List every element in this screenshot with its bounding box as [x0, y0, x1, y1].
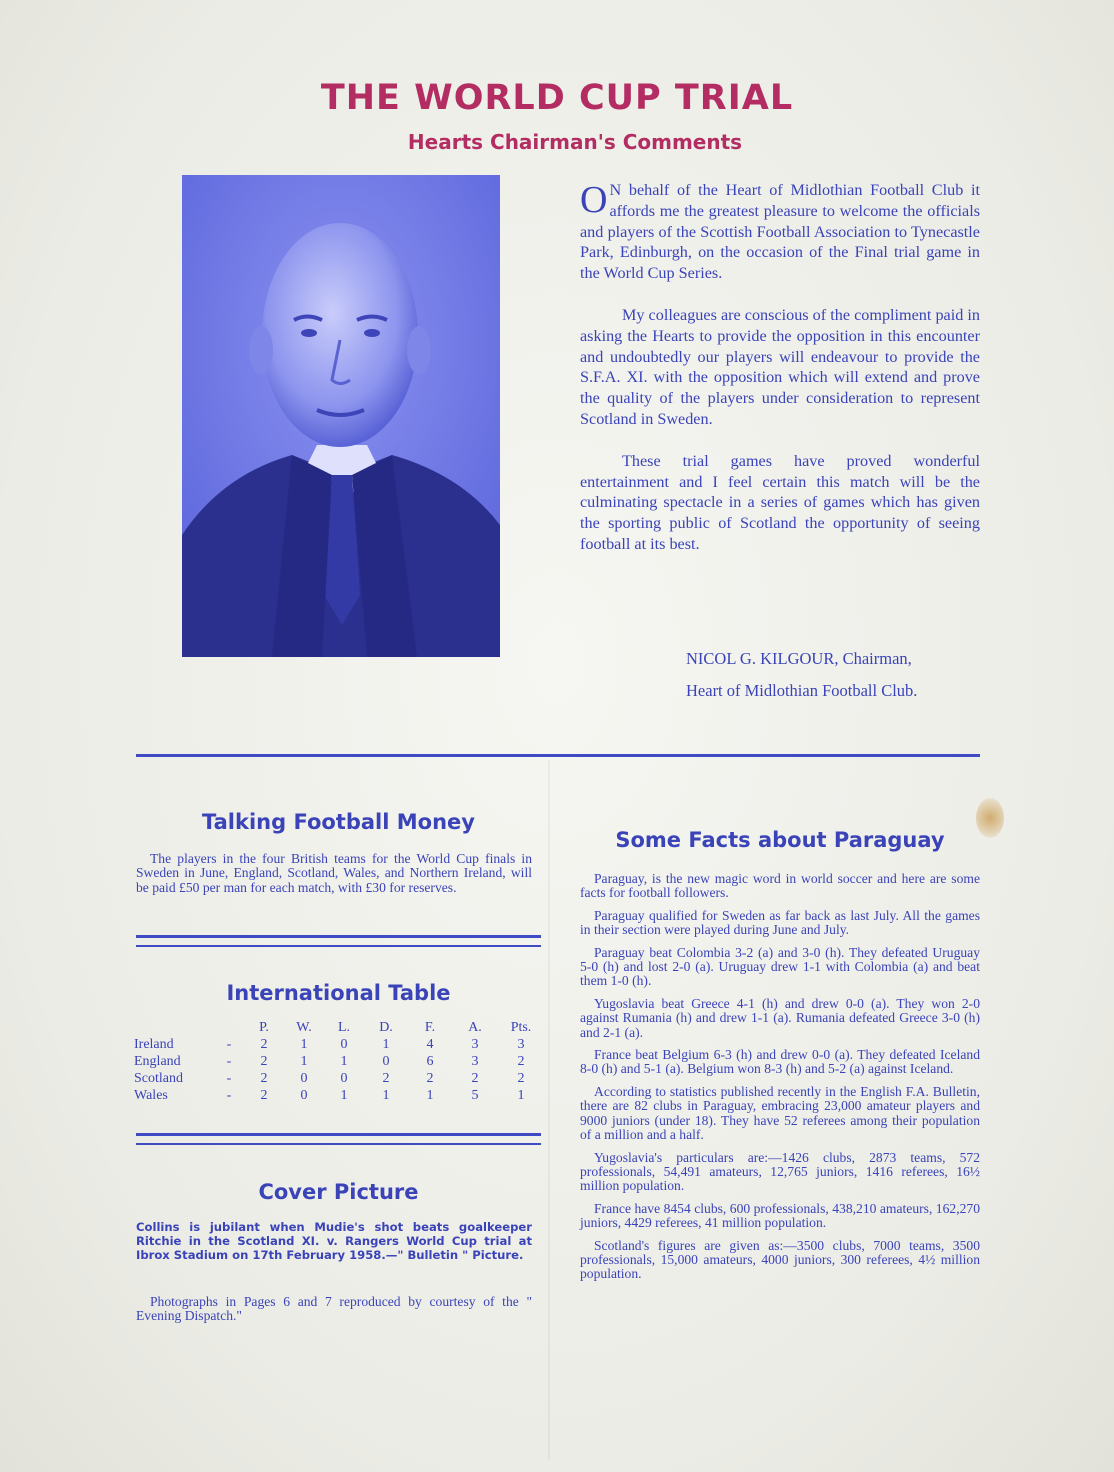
drop-cap: O [580, 179, 608, 221]
money-heading: Talking Football Money [202, 810, 475, 834]
double-rule-1 [136, 935, 541, 947]
dash: - [226, 1053, 232, 1069]
money-text: The players in the four British teams for the World Cup finals in Sweden in June, England, Scotland, Wales, and Northern Ireland, will be paid £50 per man for each match, with £30 for reserves. [136, 851, 532, 895]
paraguay-paragraph: Paraguay beat Colombia 3-2 (a) and 3-0 (h). They defeated Uruguay 5-0 (h) and lost 2-0 (a). Uruguay drew 1-1 with Colombia (a) and beat them 1-0 (h). [580, 944, 980, 989]
paraguay-paragraph: France have 8454 clubs, 600 professionals, 438,210 amateurs, 162,270 juniors, 4429 referees, 41 million population. [580, 1200, 980, 1231]
goals-against: 3 [471, 1036, 479, 1052]
portrait-illustration [182, 175, 500, 657]
col-header: D. [379, 1019, 393, 1035]
dash: - [226, 1036, 232, 1052]
team-name: Ireland [134, 1036, 174, 1052]
drawn: 1 [382, 1036, 390, 1052]
col-header: Pts. [510, 1019, 532, 1035]
paper-stain [976, 798, 1004, 838]
col-header: P. [259, 1019, 269, 1035]
col-header: W. [296, 1019, 312, 1035]
paraguay-paragraph: Yugoslavia beat Greece 4-1 (h) and drew 0-0 (a). They won 2-0 against Rumania (h) and drew 1-1 (a). Rumania defeated Greece 3-0 (h) and 2-1 (a). [580, 995, 980, 1040]
page-subtitle: Hearts Chairman's Comments [407, 130, 743, 154]
signature-name: NICOL G. KILGOUR, Chairman, [686, 649, 912, 668]
paraguay-paragraph: Scotland's figures are given as:—3500 clubs, 7000 teams, 3500 professionals, 15,000 amateurs, 4000 juniors, 300 referees, 4½ million population. [580, 1237, 980, 1282]
letter-paragraph-3: These trial games have proved wonderful entertainment and I feel certain this match will be the culminating spectacle in a series of games which has given the sporting public of Scotland the opportunity of seeing football at its best. [580, 451, 980, 553]
goals-for: 6 [426, 1053, 434, 1069]
dash: - [226, 1087, 232, 1103]
drawn: 0 [382, 1053, 390, 1069]
credit-text: Photographs in Pages 6 and 7 reproduced by courtesy of the " Evening Dispatch." [136, 1294, 532, 1324]
table-row [134, 1053, 544, 1070]
goals-against: 5 [471, 1087, 479, 1103]
table-heading: International Table [226, 981, 451, 1005]
won: 0 [300, 1087, 308, 1103]
table-row [134, 1087, 544, 1104]
played: 2 [260, 1053, 268, 1069]
paraguay-paragraph: Yugoslavia's particulars are:—1426 clubs, 2873 teams, 572 professionals, 54,491 amateurs, 12,765 juniors, 1416 referees, 16½ million population. [580, 1149, 980, 1194]
goals-for: 4 [426, 1036, 434, 1052]
lost: 0 [340, 1070, 348, 1086]
paraguay-heading: Some Facts about Paraguay [615, 828, 945, 852]
paraguay-article [580, 872, 980, 1290]
chairman-letter [580, 180, 980, 576]
goals-for: 2 [426, 1070, 434, 1086]
goals-for: 1 [426, 1087, 434, 1103]
cover-caption: Collins is jubilant when Mudie's shot beats goalkeeper Ritchie in the Scotland XI. v. Rangers World Cup trial at Ibrox Stadium on 17th February 1958.—" Bulletin " Picture. [136, 1220, 532, 1262]
double-rule-2 [136, 1133, 541, 1145]
table-row [134, 1070, 544, 1087]
won: 0 [300, 1070, 308, 1086]
paraguay-paragraph: Paraguay, is the new magic word in world soccer and here are some facts for football followers. [580, 871, 980, 901]
table-row [134, 1036, 544, 1053]
played: 2 [260, 1036, 268, 1052]
points: 2 [517, 1070, 525, 1086]
col-header: F. [424, 1019, 436, 1035]
team-name: England [134, 1053, 181, 1069]
points: 3 [517, 1036, 525, 1052]
team-name: Scotland [134, 1070, 183, 1086]
section-divider [136, 754, 980, 757]
lost: 1 [340, 1053, 348, 1069]
col-header: A. [468, 1019, 482, 1035]
photo-credit [136, 1295, 532, 1324]
drawn: 1 [382, 1087, 390, 1103]
won: 1 [300, 1053, 308, 1069]
cover-heading: Cover Picture [258, 1180, 419, 1204]
page-title: THE WORLD CUP TRIAL [320, 78, 794, 118]
table-header-row [134, 1019, 544, 1036]
team-name: Wales [134, 1087, 168, 1103]
points: 2 [517, 1053, 525, 1069]
paper-crease [548, 760, 550, 1460]
lost: 1 [340, 1087, 348, 1103]
paraguay-paragraph: Paraguay qualified for Sweden as far back as last July. All the games in their section were played during June and July. [580, 907, 980, 938]
chairman-portrait [182, 175, 500, 657]
lost: 0 [340, 1036, 348, 1052]
played: 2 [260, 1087, 268, 1103]
letter-paragraph-1: N behalf of the Heart of Midlothian Football Club it affords me the greatest pleasure to welcome the officials and players of the Scottish Football Association to Tynecastle Park, Edinburgh, on the occasion of the Final trial game in the World Cup Series. [580, 181, 980, 283]
points: 1 [517, 1087, 525, 1103]
played: 2 [260, 1070, 268, 1086]
col-header: L. [337, 1019, 351, 1035]
international-table [134, 1019, 544, 1104]
drawn: 2 [382, 1070, 390, 1086]
won: 1 [300, 1036, 308, 1052]
paraguay-paragraph: According to statistics published recently in the English F.A. Bulletin, there are 82 clubs in Paraguay, embracing 23,000 amateur players and 9000 juniors (under 18). They have 52 referees among their population of a million and a half. [580, 1083, 980, 1143]
dash: - [226, 1070, 232, 1086]
goals-against: 2 [471, 1070, 479, 1086]
goals-against: 3 [471, 1053, 479, 1069]
signature-club: Heart of Midlothian Football Club. [686, 681, 918, 700]
paraguay-paragraph: France beat Belgium 6-3 (h) and drew 0-0 (a). They defeated Iceland 8-0 (h) and 5-1 (a). Belgium won 8-3 (h) and 5-2 (a) against Iceland. [580, 1047, 980, 1077]
money-article [136, 852, 532, 903]
letter-paragraph-2: My colleagues are conscious of the compliment paid in asking the Hearts to provide the opposition in this encounter and undoubtedly our players will endeavour to provide the S.F.A. XI. with the opposition which will extend and prove the quality of the players under consideration to represent Scotland in Sweden. [580, 305, 980, 428]
